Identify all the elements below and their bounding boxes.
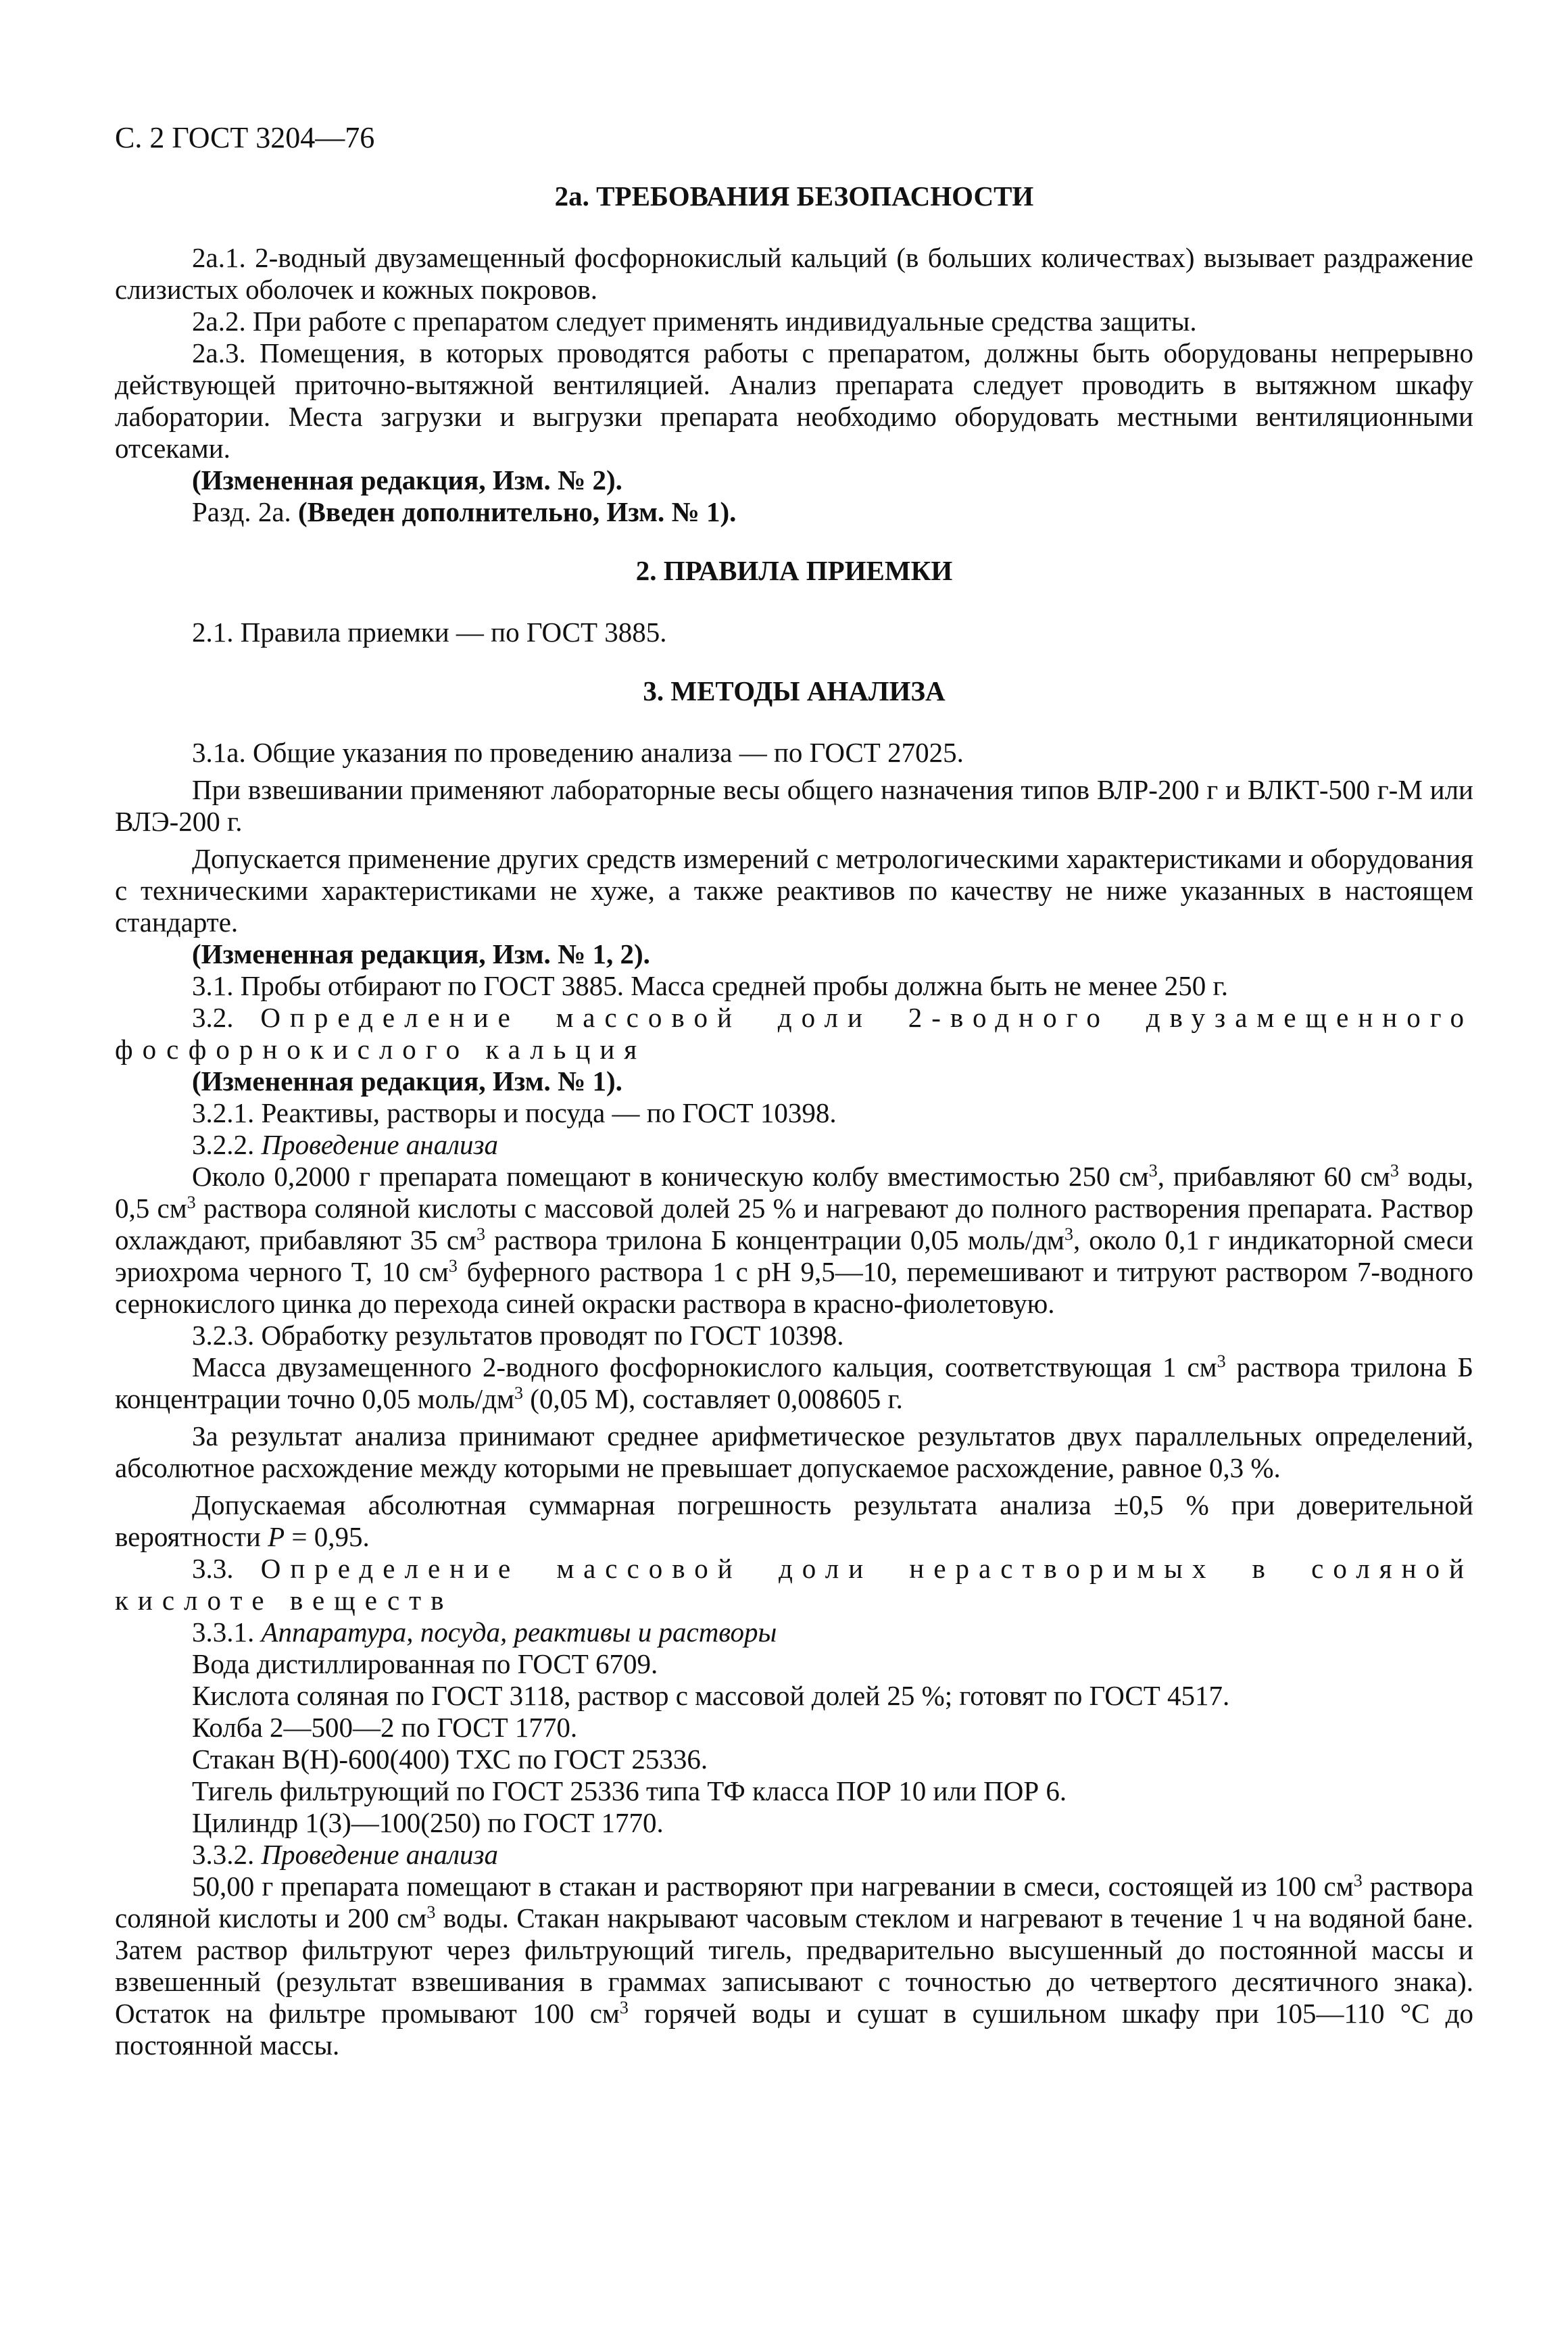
paragraph-2a-2: 2а.2. При работе с препаратом следует применять индивидуальные средства защиты.	[192, 306, 1197, 337]
mass-paragraph: Масса двузамещенного 2-водного фосфорнокислого кальция, соответствующая 1 $см^3$ раствора трилона Б концентрации точно 0,05 моль/$дм^3$ (0,05 М), составляет 0,008605 г.	[115, 1351, 1474, 1414]
result-paragraph: За результат анализа принимают среднее арифметическое результатов двух параллельных определений, абсолютное расхождение между которыми не превышает допускаемое расхождение, равное 0,3 %.	[115, 1420, 1473, 1483]
paragraph-3-2-2: 3.2.2. Проведение анализа	[192, 1129, 499, 1160]
list-item: Вода дистиллированная по ГОСТ 6709.	[192, 1648, 658, 1679]
amendment-note: (Измененная редакция, Изм. № 1, 2).	[192, 938, 650, 969]
paragraph-3-2-1: 3.2.1. Реактивы, растворы и посуда — по ГОСТ 10398.	[192, 1097, 837, 1128]
amendment-note: (Измененная редакция, Изм. № 1).	[192, 1065, 622, 1097]
list-item: Кислота соляная по ГОСТ 3118, раствор с массовой долей 25 %; готовят по ГОСТ 4517.	[192, 1680, 1230, 1711]
section-2a-title: 2а. ТРЕБОВАНИЯ БЕЗОПАСНОСТИ	[554, 181, 1034, 212]
list-item: Стакан В(Н)-600(400) ТХС по ГОСТ 25336.	[192, 1744, 708, 1775]
paragraph-3-2-3: 3.2.3. Обработку результатов проводят по ГОСТ 10398.	[192, 1320, 844, 1351]
amendment-note: (Измененная редакция, Изм. № 2).	[192, 464, 622, 496]
paragraph-allowance: Допускается применение других средств измерений с метрологическими характеристиками и оборудования с техническими характеристиками не хуже, а также реактивов по качеству не ниже указанных в настоящем стандарте.	[115, 843, 1473, 938]
paragraph-3-2: 3.2. Определение массовой доли 2-водного двузамещенного фосфорнокислого кальция	[115, 1002, 1474, 1065]
list-item: Тигель фильтрующий по ГОСТ 25336 типа ТФ класса ПОР 10 или ПОР 6.	[192, 1775, 1067, 1806]
paragraph-2a-1: 2а.1. 2-водный двузамещенный фосфорнокислый кальций (в больших количествах) вызывает раздражение слизистых оболочек и кожных покровов.	[115, 242, 1473, 305]
paragraph-3-3-2: 3.3.2. Проведение анализа	[192, 1839, 499, 1870]
section-2-title: 2. ПРАВИЛА ПРИЕМКИ	[635, 555, 953, 586]
paragraph-3-1: 3.1. Пробы отбирают по ГОСТ 3885. Масса средней пробы должна быть не менее 250 г.	[192, 970, 1228, 1001]
procedure-paragraph: Около 0,2000 г препарата помещают в коническую колбу вместимостью 250 $см^3$, прибавляют 60 $см^3$ воды, 0,5 $см^3$ раствора соляной кислоты с массовой долей 25 % и нагревают до полного растворения препарата. Раствор охлаждают, прибавляют 35 $см^3$ раствора трилона Б концентрации 0,05 моль/$дм^3$, около 0,1 г индикаторной смеси эриохрома черного Т, 10 $см^3$ буферного раствора 1 с рН 9,5—10, перемешивают и титруют раствором 7-водного сернокислого цинка до перехода синей окраски раствора в красно-фиолетовую.	[115, 1161, 1473, 1319]
paragraph-3-1a: 3.1а. Общие указания по проведению анализа — по ГОСТ 27025.	[192, 737, 964, 768]
paragraph-2-1: 2.1. Правила приемки — по ГОСТ 3885.	[192, 617, 667, 648]
paragraph-2a-3: 2а.3. Помещения, в которых проводятся работы с препаратом, должны быть оборудованы непрерывно действующей приточно-вытяжной вентиляцией. Анализ препарата следует проводить в вытяжном шкафу лаборатории. Места загрузки и выгрузки препарата необходимо оборудовать местными вентиляционными отсеками.	[115, 337, 1473, 464]
document-page	[115, 122, 1473, 2061]
page-header: С. 2 ГОСТ 3204—76	[115, 121, 375, 154]
final-procedure-paragraph: 50,00 г препарата помещают в стакан и растворяют при нагревании в смеси, состоящей из 100 $см^3$ раствора соляной кислоты и 200 $см^3$ воды. Стакан накрывают часовым стеклом и нагревают в течение 1 ч на водяной бане. Затем раствор фильтруют через фильтрующий тигель, предварительно высушенный до постоянной массы и взвешенный (результат взвешивания в граммах записывают с точностью до четвертого десятичного знака). Остаток на фильтре промывают 100 $см^3$ горячей воды и сушат в сушильном шкафу при 105—110 °С до постоянной массы.	[115, 1871, 1473, 2061]
paragraph-3-3-1: 3.3.1. Аппаратура, посуда, реактивы и растворы	[192, 1616, 777, 1648]
section-note: Разд. 2а. (Введен дополнительно, Изм. № 1).	[192, 496, 737, 527]
paragraph-weighing: При взвешивании применяют лабораторные весы общего назначения типов ВЛР-200 г и ВЛКТ-500 г-М или ВЛЭ-200 г.	[115, 774, 1473, 837]
list-item: Цилиндр 1(3)—100(250) по ГОСТ 1770.	[192, 1807, 664, 1838]
section-3-title: 3. МЕТОДЫ АНАЛИЗА	[643, 675, 946, 706]
error-paragraph: Допускаемая абсолютная суммарная погрешность результата анализа ±0,5 % при доверительной вероятности P = 0,95.	[115, 1489, 1473, 1552]
list-item: Колба 2—500—2 по ГОСТ 1770.	[192, 1712, 578, 1743]
paragraph-3-3: 3.3. Определение массовой доли нерастворимых в соляной кислоте веществ	[115, 1553, 1473, 1616]
